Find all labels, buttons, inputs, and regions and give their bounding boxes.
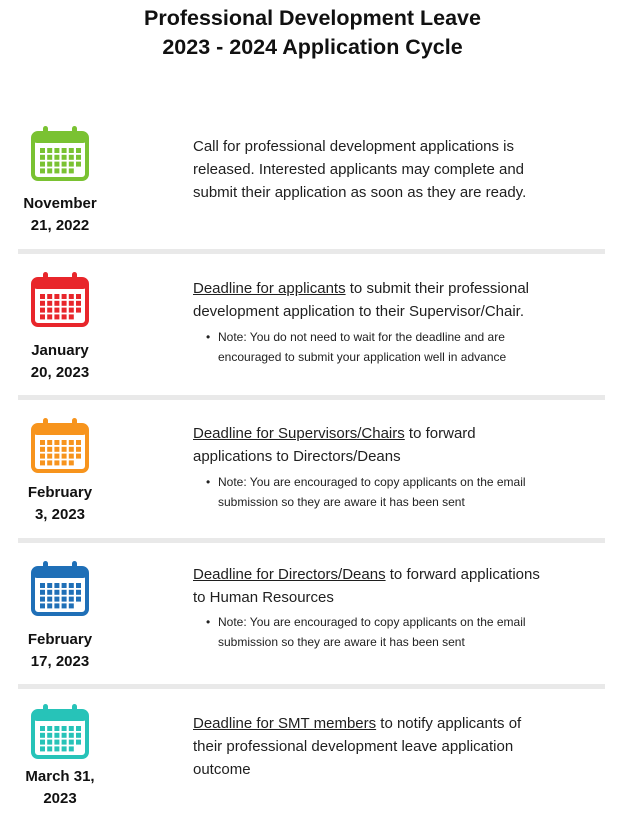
date-line-2: 20, 2023 [30,364,90,381]
date-line-1: February [27,484,93,501]
text-line-2: development application to their Supervisor/Chair. [193,303,525,320]
date-line-2: 2023 [43,790,77,807]
event-description [193,135,608,204]
bullet-icon: • [206,475,211,489]
event-description [193,712,608,781]
deadline-link[interactable]: Deadline for SMT members [193,715,377,732]
text-line-2: released. Interested applicants may complete and [193,161,525,178]
note-line-1: Note: You are encouraged to copy applicants on the email [218,615,526,629]
note-line-1: Note: You are encouraged to copy applicants on the email [218,475,526,489]
section-divider [18,538,605,543]
text-line-2: applications to Directors/Deans [193,448,401,465]
calendar-icon [30,560,90,618]
note [206,612,613,652]
text-line-1: Call for professional development applications is [193,138,515,155]
calendar-icon [30,271,90,329]
title-line-2: 2023 - 2024 Application Cycle [162,35,463,59]
text-line-3: outcome [193,761,251,778]
deadline-link[interactable]: Deadline for applicants [193,280,346,297]
text-line-2: to Human Resources [193,589,334,606]
calendar-icon [30,125,90,183]
text-rest: to notify applicants of [376,715,522,732]
text-line-3: submit their application as soon as they are ready. [193,184,527,201]
text-rest: to forward [404,425,476,442]
deadline-link[interactable]: Deadline for Supervisors/Chairs [193,425,405,442]
date-line-1: November [23,195,97,212]
date-label [0,482,120,526]
date-line-2: 21, 2022 [30,217,90,234]
bullet-icon: • [206,615,211,629]
note [206,472,613,512]
note-line-2: submission so they are aware it has been sent [218,635,465,649]
date-label [0,629,120,673]
event-description [193,563,608,609]
date-label [0,340,120,384]
event-description [193,277,608,323]
section-divider [18,395,605,400]
text-line-1 [193,422,608,445]
deadline-link[interactable]: Deadline for Directors/Deans [193,566,386,583]
date-line-2: 17, 2023 [30,653,90,670]
date-label [0,193,120,237]
date-line-1: January [31,342,89,359]
event-description [193,422,608,468]
section-divider [18,249,605,254]
date-line-1: February [27,631,93,648]
bullet-icon: • [206,330,211,344]
section-divider [18,684,605,689]
date-line-2: 3, 2023 [34,506,86,523]
text-rest: to submit their professional [345,280,530,297]
page-title [0,4,625,62]
calendar-icon [30,417,90,475]
title-line-1: Professional Development Leave [144,6,481,30]
text-line-1 [193,712,608,735]
note-line-2: submission so they are aware it has been sent [218,495,465,509]
date-line-1: March 31, [25,768,95,785]
note-line-1: Note: You do not need to wait for the deadline and are [218,330,505,344]
text-rest: to forward applications [385,566,540,583]
calendar-icon [30,703,90,761]
date-label [0,766,120,810]
text-line-2: their professional development leave application [193,738,514,755]
text-line-1 [193,563,608,586]
note [206,327,613,367]
text-line-1 [193,277,608,300]
note-line-2: encouraged to submit your application well in advance [218,350,507,364]
